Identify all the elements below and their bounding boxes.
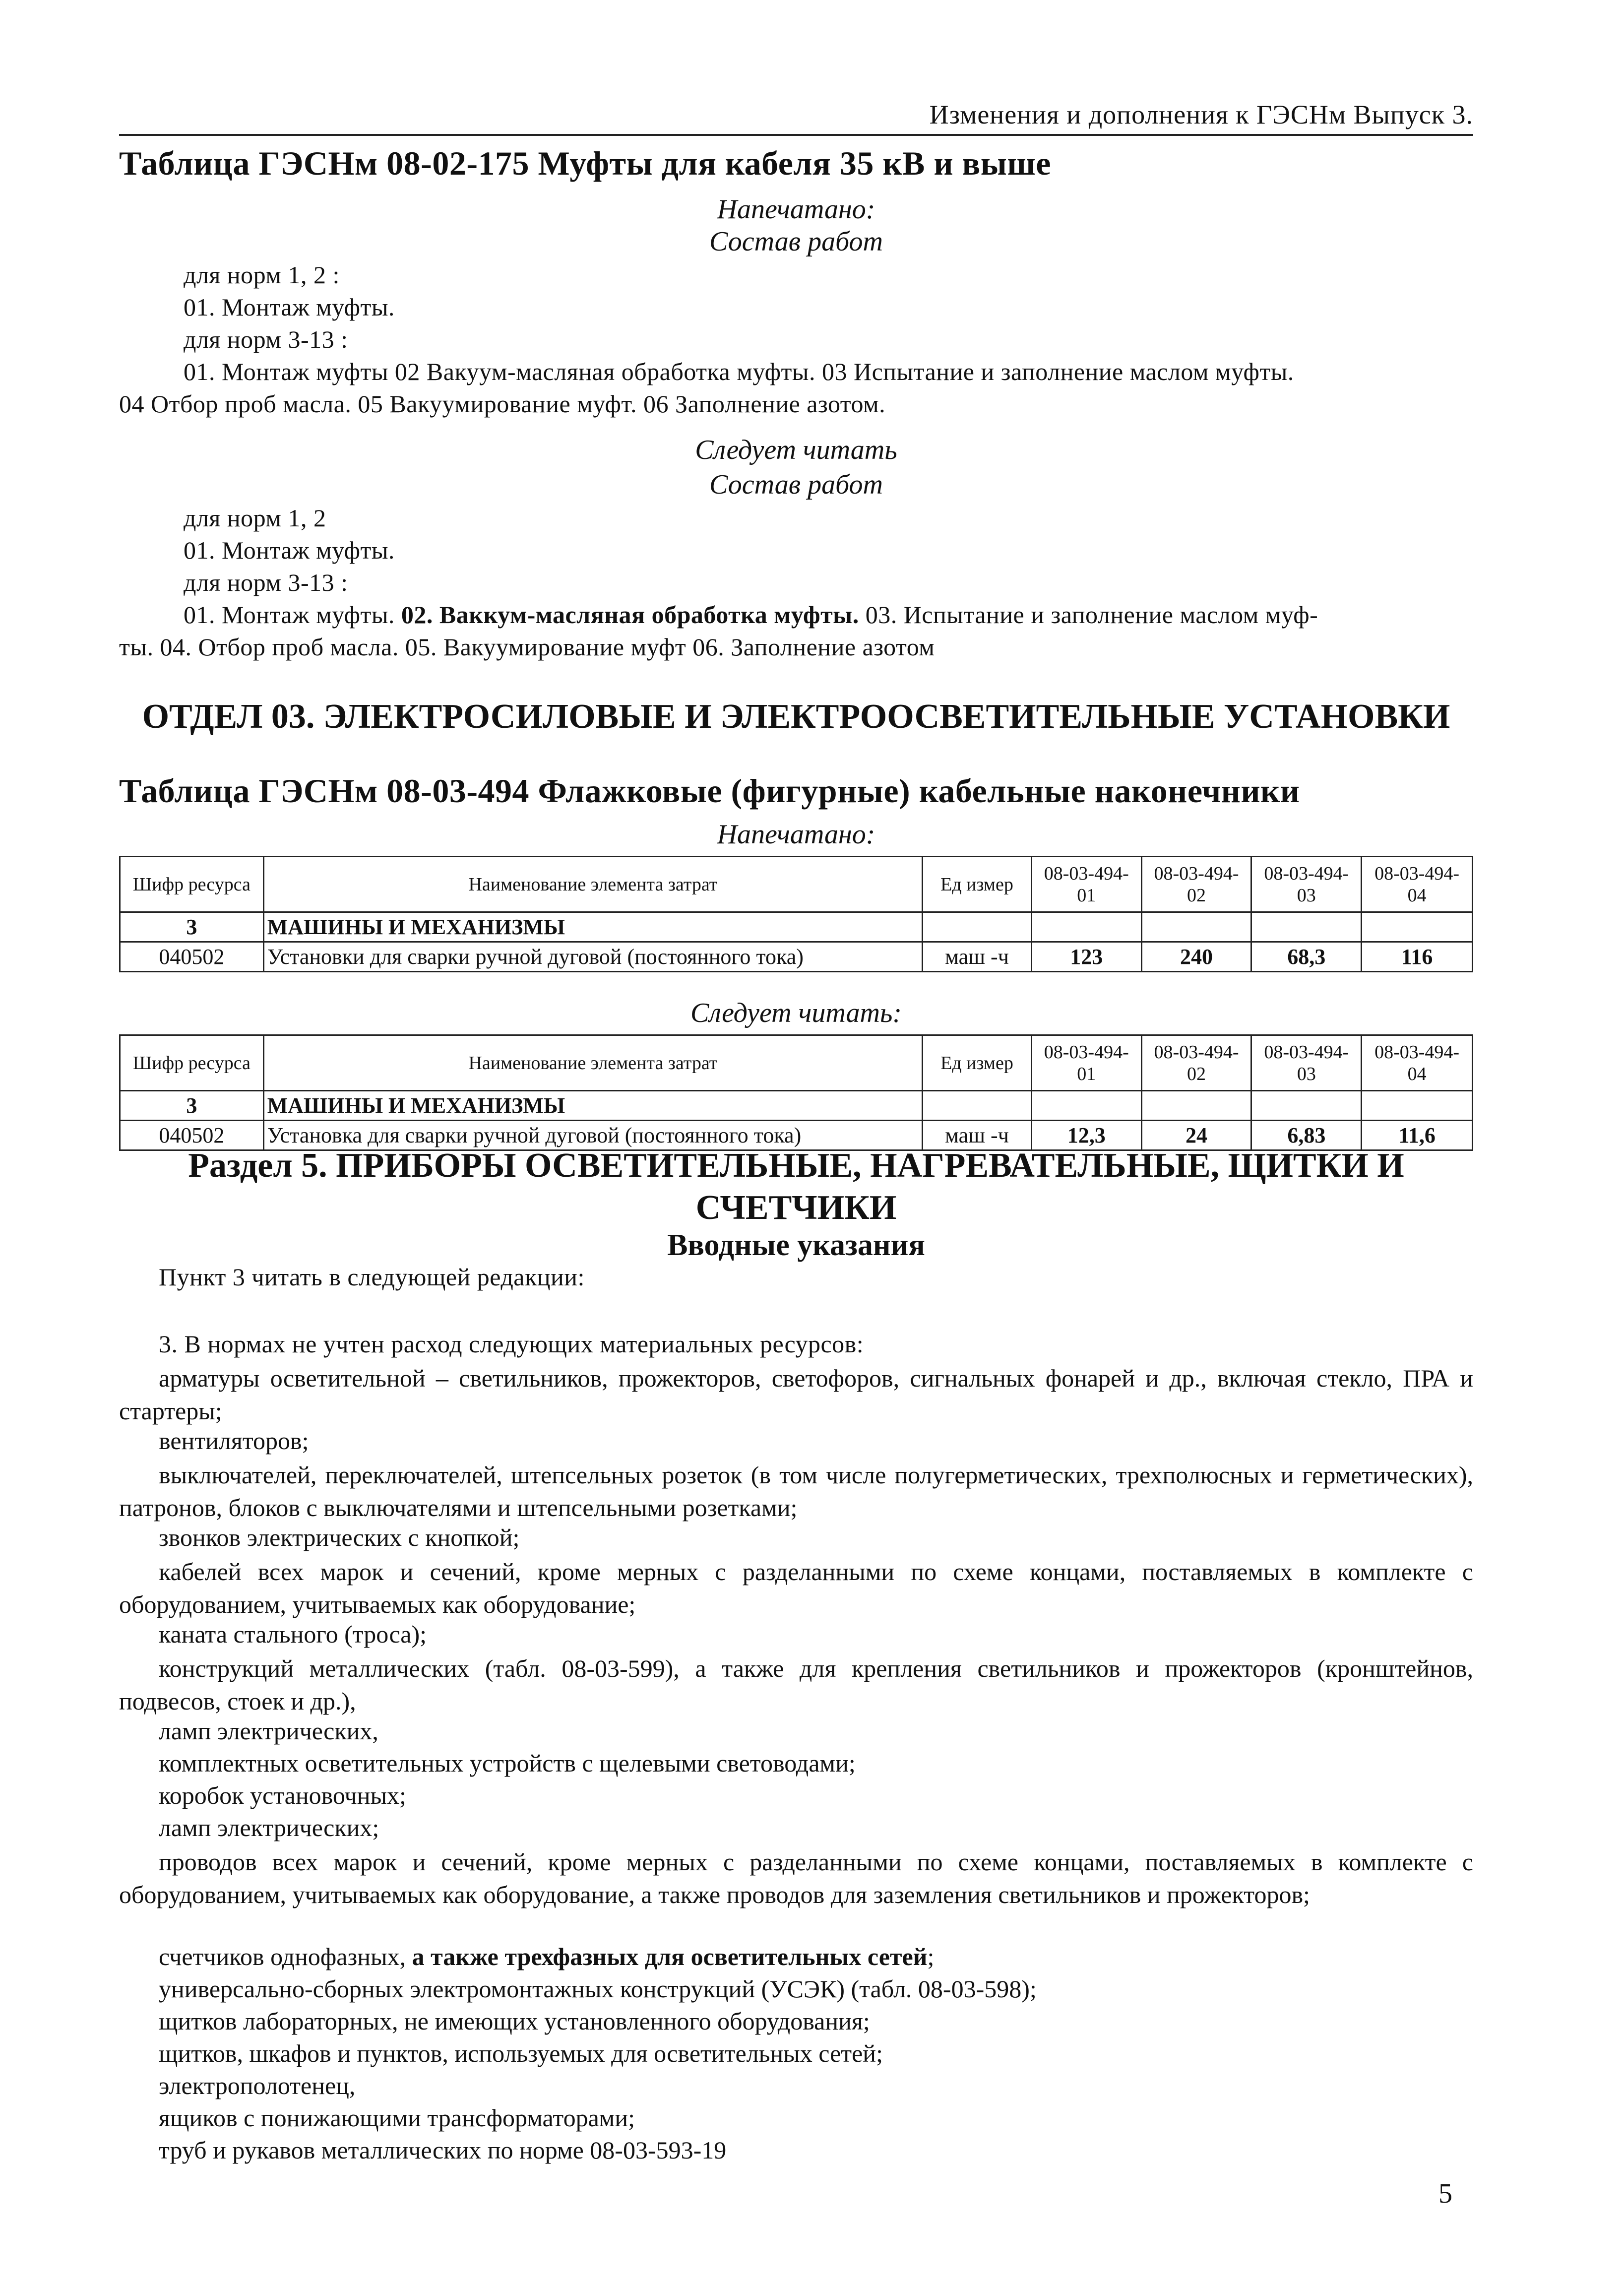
list-item: каната стального (троса); bbox=[159, 1620, 427, 1648]
section-03-title: ОТДЕЛ 03. ЭЛЕКТРОСИЛОВЫЕ И ЭЛЕКТРООСВЕТИТЕЛЬНЫЕ УСТАНОВКИ bbox=[142, 698, 1450, 736]
ops-part-a: 01. Монтаж муфты. bbox=[184, 601, 401, 629]
list-item: коробок установочных; bbox=[159, 1781, 406, 1809]
norms-1-2-label: для норм 1, 2 : bbox=[184, 261, 340, 289]
col-unit: Ед измер bbox=[923, 1035, 1032, 1091]
work-ops-line-1: 01. Монтаж муфты 02 Вакуум-масляная обработка муфты. 03 Испытание и заполнение маслом муфты. bbox=[184, 358, 1294, 385]
table-row bbox=[120, 912, 1473, 942]
resource-name: Установки для сварки ручной дуговой (постоянного тока) bbox=[263, 942, 922, 972]
table-header-row bbox=[120, 857, 1473, 912]
col-494-01: 08-03-494-01 bbox=[1031, 1035, 1141, 1091]
norms-1-2-label-corrected: для норм 1, 2 bbox=[184, 504, 326, 532]
list-item: конструкций металлических (табл. 08-03-599), а также для крепления светильников и прожекторов (кронштейнов, подвесов, стоек и др.), bbox=[119, 1654, 1473, 1715]
section-5-title-line-1: Раздел 5. ПРИБОРЫ ОСВЕТИТЕЛЬНЫЕ, НАГРЕВАТЕЛЬНЫЕ, ЩИТКИ И bbox=[188, 1146, 1404, 1185]
value-494-03: 6,83 bbox=[1251, 1121, 1362, 1150]
table-494-title: Таблица ГЭСНм 08-03-494 Флажковые (фигурные) кабельные наконечники bbox=[119, 772, 1300, 810]
running-header: Изменения и дополнения к ГЭСНм Выпуск 3. bbox=[119, 99, 1473, 136]
list-item: ящиков с понижающими трансформаторами; bbox=[159, 2104, 635, 2132]
ops-part-c: 03. Испытание и заполнение маслом муф- bbox=[859, 601, 1318, 629]
list-item: комплектных осветительных устройств с щелевыми световодами; bbox=[159, 1749, 856, 1777]
printed-label: Напечатано: bbox=[717, 194, 875, 225]
list-item: щитков, шкафов и пунктов, используемых для осветительных сетей; bbox=[159, 2039, 883, 2067]
value-494-03: 68,3 bbox=[1251, 942, 1362, 972]
ops-part-b-bold: 02. Ваккум-масляная обработка муфты. bbox=[401, 601, 859, 629]
col-494-02: 08-03-494-02 bbox=[1141, 857, 1251, 912]
value-494-04: 11,6 bbox=[1362, 1121, 1473, 1150]
resource-code: 040502 bbox=[120, 1121, 264, 1150]
list-item: арматуры осветительной – светильников, прожекторов, светофоров, сигнальных фонарей и др., включая стекло, ПРА и стартеры; bbox=[119, 1364, 1473, 1425]
work-ops-line-2: 04 Отбор проб масла. 05 Вакуумирование муфт. 06 Заполнение азотом. bbox=[119, 390, 886, 418]
work-item-1: 01. Монтаж муфты. bbox=[184, 293, 395, 321]
group-name: МАШИНЫ И МЕХАНИЗМЫ bbox=[263, 912, 922, 942]
table-row bbox=[120, 942, 1473, 972]
work-item-1-corrected: 01. Монтаж муфты. bbox=[184, 536, 395, 564]
value-494-01: 123 bbox=[1031, 942, 1141, 972]
list-item-meters bbox=[159, 1942, 934, 1971]
intro-text: Пункт 3 читать в следующей редакции: bbox=[159, 1263, 585, 1291]
value-494-04: 116 bbox=[1362, 942, 1473, 972]
col-494-01: 08-03-494-01 bbox=[1031, 857, 1141, 912]
meters-part-b-bold: а также трехфазных для осветительных сетей bbox=[412, 1943, 928, 1970]
list-item: универсально-сборных электромонтажных конструкций (УСЭК) (табл. 08-03-598); bbox=[159, 1975, 1037, 2003]
value-494-01: 12,3 bbox=[1031, 1121, 1141, 1150]
value-494-02: 240 bbox=[1141, 942, 1251, 972]
col-494-03: 08-03-494-03 bbox=[1251, 857, 1362, 912]
table-494-printed bbox=[119, 856, 1473, 972]
list-item: звонков электрических с кнопкой; bbox=[159, 1524, 520, 1551]
intro-heading: Вводные указания bbox=[667, 1228, 925, 1262]
table-494-printed-label: Напечатано: bbox=[717, 819, 875, 850]
col-code: Шифр ресурса bbox=[120, 1035, 264, 1091]
resource-unit: маш -ч bbox=[923, 942, 1032, 972]
list-item: выключателей, переключателей, штепсельных розеток (в том числе полугерметических, трехполюсных и герметических), патронов, блоков с выключателями и штепсельными розетками; bbox=[119, 1461, 1473, 1522]
norms-3-13-label: для норм 3-13 : bbox=[184, 325, 348, 353]
table-header-row bbox=[120, 1035, 1473, 1091]
resource-unit: маш -ч bbox=[923, 1121, 1032, 1150]
paragraph-3: 3. В нормах не учтен расход следующих материальных ресурсов: bbox=[159, 1330, 864, 1358]
list-item: ламп электрических, bbox=[159, 1717, 378, 1745]
table-row bbox=[120, 1091, 1473, 1121]
col-unit: Ед измер bbox=[923, 857, 1032, 912]
col-name: Наименование элемента затрат bbox=[263, 857, 922, 912]
col-494-04: 08-03-494-04 bbox=[1362, 857, 1473, 912]
work-ops-corrected-line-2: ты. 04. Отбор проб масла. 05. Вакуумирование муфт 06. Заполнение азотом bbox=[119, 633, 935, 661]
group-code: 3 bbox=[120, 912, 264, 942]
meters-part-c: ; bbox=[927, 1943, 935, 1970]
col-494-03: 08-03-494-03 bbox=[1251, 1035, 1362, 1091]
value-494-02: 24 bbox=[1141, 1121, 1251, 1150]
group-code: 3 bbox=[120, 1091, 264, 1121]
list-item: вентиляторов; bbox=[159, 1427, 309, 1455]
list-item: труб и рукавов металлических по норме 08-03-593-19 bbox=[159, 2136, 727, 2164]
read-as-label: Следует читать bbox=[695, 435, 897, 465]
resource-name: Установка для сварки ручной дуговой (постоянного тока) bbox=[263, 1121, 922, 1150]
col-494-02: 08-03-494-02 bbox=[1141, 1035, 1251, 1091]
col-name: Наименование элемента затрат bbox=[263, 1035, 922, 1091]
work-ops-corrected-line-1 bbox=[184, 600, 1318, 629]
section-5-title-line-2: СЧЕТЧИКИ bbox=[695, 1189, 897, 1227]
page-number: 5 bbox=[1438, 2178, 1452, 2209]
col-494-04: 08-03-494-04 bbox=[1362, 1035, 1473, 1091]
table-175-title: Таблица ГЭСНм 08-02-175 Муфты для кабеля 35 кВ и выше bbox=[119, 144, 1051, 182]
meters-part-a: счетчиков однофазных, bbox=[159, 1943, 412, 1970]
list-item: щитков лабораторных, не имеющих установленного оборудования; bbox=[159, 2007, 870, 2035]
norms-3-13-label-corrected: для норм 3-13 : bbox=[184, 569, 348, 596]
group-name: МАШИНЫ И МЕХАНИЗМЫ bbox=[263, 1091, 922, 1121]
list-item: электрополотенец, bbox=[159, 2072, 356, 2099]
table-494-corrected bbox=[119, 1034, 1473, 1151]
work-composition-label: Состав работ bbox=[709, 226, 883, 257]
resource-code: 040502 bbox=[120, 942, 264, 972]
list-item: проводов всех марок и сечений, кроме мерных с разделанными по схеме концами, поставляемых в комплекте с оборудованием, учитываемых как оборудование, а также проводов для заземления светильников и прожекторов; bbox=[119, 1848, 1473, 1908]
work-composition-label-2: Состав работ bbox=[709, 469, 883, 500]
list-item: ламп электрических; bbox=[159, 1814, 379, 1842]
list-item: кабелей всех марок и сечений, кроме мерных с разделанными по схеме концами, поставляемых в комплекте с оборудованием, учитываемых как оборудование; bbox=[119, 1558, 1473, 1618]
table-494-read-label: Следует читать: bbox=[690, 998, 902, 1028]
col-code: Шифр ресурса bbox=[120, 857, 264, 912]
